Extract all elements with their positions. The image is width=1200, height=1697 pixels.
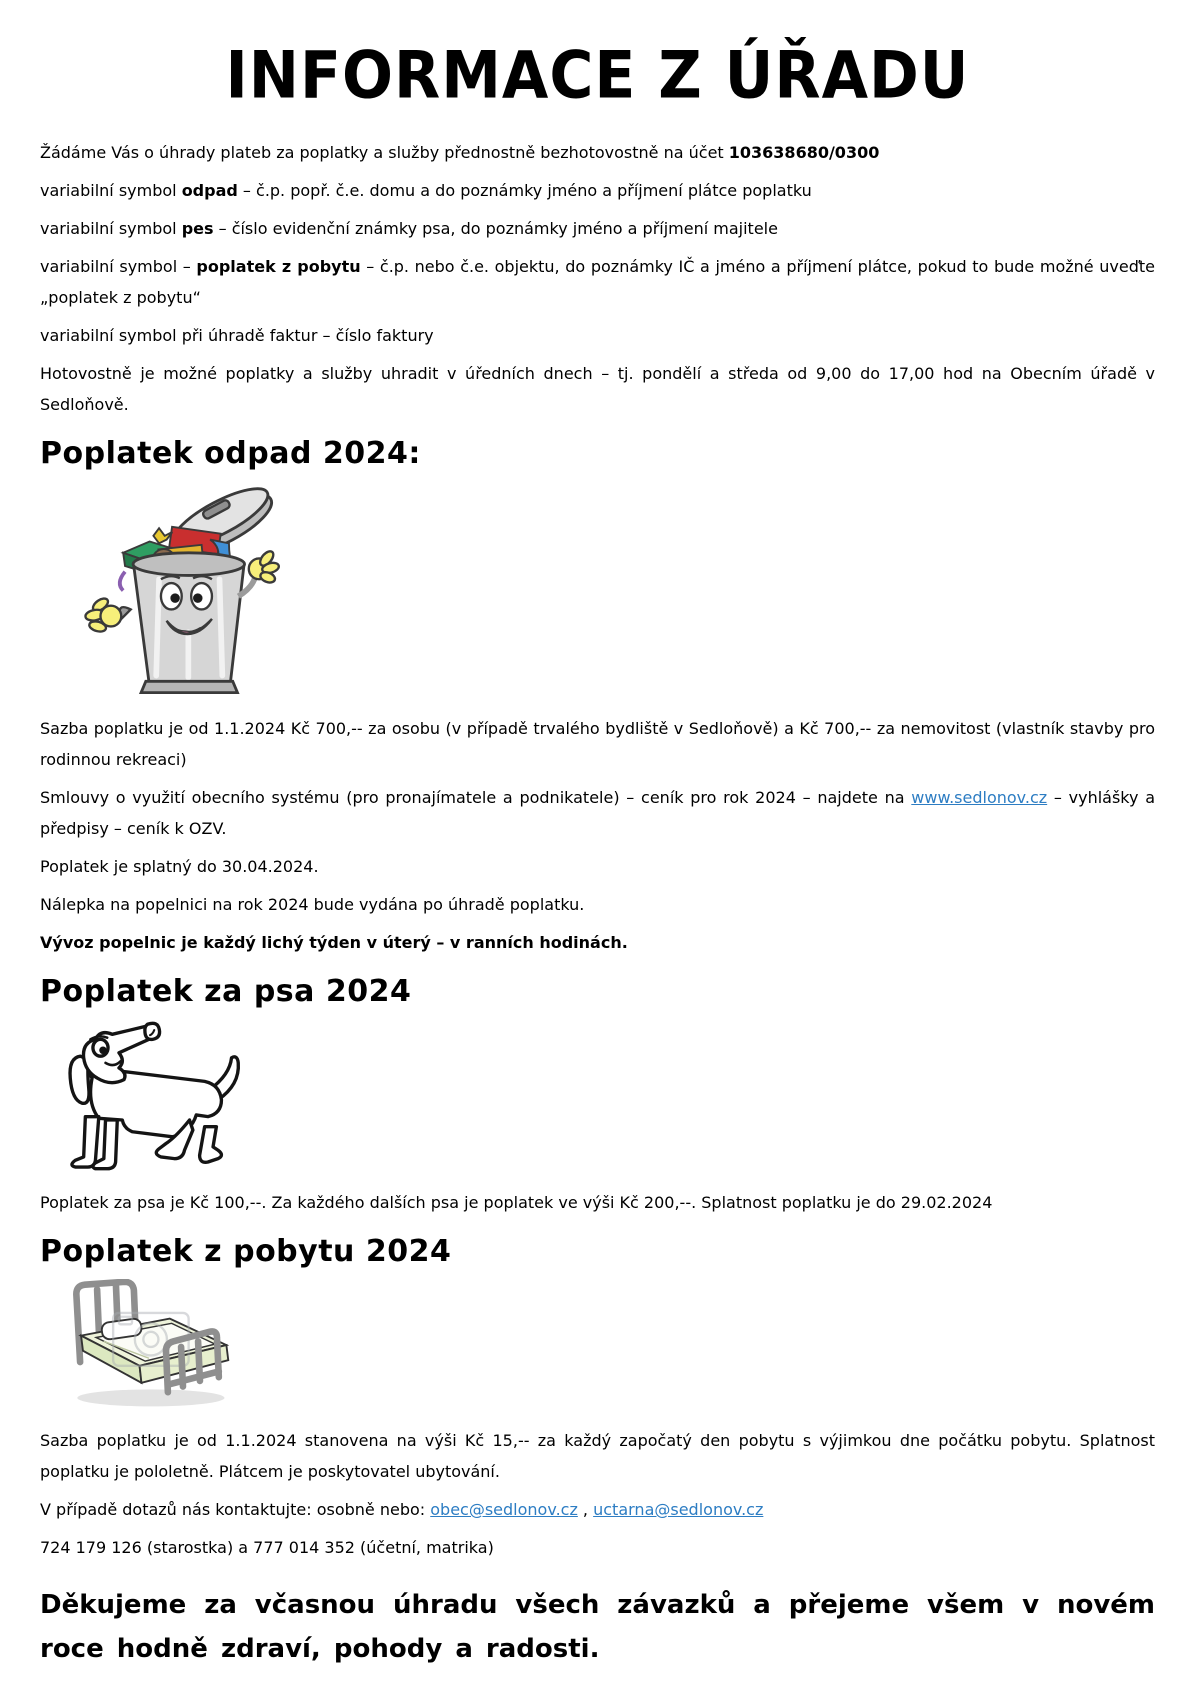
kontakt-separator: , [577, 1500, 594, 1519]
kontakt-prefix: V případě dotazů nás kontaktujte: osobně nebo: [40, 1500, 431, 1519]
email-link-obec[interactable]: obec@sedlonov.cz [430, 1500, 578, 1519]
paragraph-vs-odpad [40, 175, 1155, 206]
paragraph-vs-faktury: variabilní symbol při úhradě faktur – číslo faktury [40, 326, 434, 345]
vs-odpad-prefix: variabilní symbol [40, 181, 182, 200]
paragraph-hotovostne: Hotovostně je možné poplatky a služby uhradit v úředních dnech – tj. pondělí a středa od 9,00 do 17,00 hod na Obecním úřadě v Sedloňově. [40, 364, 1155, 414]
account-number: 103638680/0300 [728, 143, 880, 162]
paragraph-account [40, 137, 1155, 168]
closing-message: Děkujeme za včasnou úhradu všech závazků a přejeme všem v novém roce hodně zdraví, pohody a radosti. [40, 1590, 1155, 1664]
vs-pes-rest: – číslo evidenční známky psa, do poznámky jméno a příjmení majitele [213, 219, 778, 238]
vs-pes-keyword: pes [181, 219, 214, 238]
trash-can-body-icon [133, 553, 244, 693]
paragraph-odpad-nalepka: Nálepka na popelnici na rok 2024 bude vydána po úhradě poplatku. [40, 895, 585, 914]
bed-shadow [77, 1389, 224, 1406]
vs-pobyt-rest: – č.p. nebo č.e. objektu, do poznámky IČ a jméno a příjmení plátce, pokud to bude možné uveďte „poplatek z pobytu“ [40, 257, 1156, 307]
paragraph-pobyt-kontakt [40, 1494, 1155, 1525]
smlouvy-suffix: – vyhlášky a předpisy – ceník k OZV. [40, 788, 1156, 838]
trash-can-image [68, 481, 286, 703]
account-text: Žádáme Vás o úhrady plateb za poplatky a služby přednostně bezhotovostně na účet [40, 143, 729, 162]
paragraph-vs-pobyt [40, 251, 1155, 313]
bed-image [54, 1279, 244, 1413]
vs-pes-prefix: variabilní symbol [40, 219, 182, 238]
dog-image [40, 1019, 292, 1179]
paragraph-odpad-vyvoz [40, 927, 1155, 958]
smlouvy-prefix: Smlouvy o využití obecního systému (pro pronajímatele a podnikatele) – ceník pro rok 2024 – najdete na [40, 788, 912, 807]
paragraph-telefony: 724 179 126 (starostka) a 777 014 352 (účetní, matrika) [40, 1538, 494, 1557]
vs-pobyt-prefix: variabilní symbol – [40, 257, 197, 276]
vs-odpad-rest: – č.p. popř. č.e. domu a do poznámky jméno a příjmení plátce poplatku [237, 181, 812, 200]
heading-pobyt: Poplatek z pobytu 2024 [40, 1234, 452, 1269]
heading-pes: Poplatek za psa 2024 [40, 974, 412, 1009]
vyvoz-bold-text: Vývoz popelnic je každý lichý týden v úterý – v ranních hodinách. [40, 933, 628, 952]
paragraph-pobyt-sazba: Sazba poplatku je od 1.1.2024 stanovena na výši Kč 15,-- za každý započatý den pobytu s výjimkou dne počátku pobytu. Splatnost poplatku je pololetně. Plátcem je poskytovatel ubytování. [40, 1431, 1155, 1481]
glove-right-icon [238, 549, 280, 596]
paragraph-odpad-splatnost: Poplatek je splatný do 30.04.2024. [40, 857, 319, 876]
sedlonov-website-link[interactable]: www.sedlonov.cz [911, 788, 1048, 807]
heading-odpad: Poplatek odpad 2024: [40, 436, 421, 471]
paragraph-odpad-sazba: Sazba poplatku je od 1.1.2024 Kč 700,-- za osobu (v případě trvalého bydliště v Sedloňově) a Kč 700,-- za nemovitost (vlastník stavby pro rodinnou rekreaci) [40, 719, 1155, 769]
paragraph-pes-text: Poplatek za psa je Kč 100,--. Za každého dalších psa je poplatek ve výši Kč 200,--. Splatnost poplatku je do 29.02.2024 [40, 1193, 993, 1212]
vs-odpad-keyword: odpad [181, 181, 238, 200]
glove-left-icon [85, 596, 131, 633]
page-title: INFORMACE Z ÚŘADU [225, 38, 970, 114]
paragraph-vs-pes [40, 213, 1155, 244]
paragraph-odpad-smlouvy [40, 782, 1155, 844]
email-link-uctarna[interactable]: uctarna@sedlonov.cz [593, 1500, 764, 1519]
vs-pobyt-keyword: poplatek z pobytu [196, 257, 361, 276]
